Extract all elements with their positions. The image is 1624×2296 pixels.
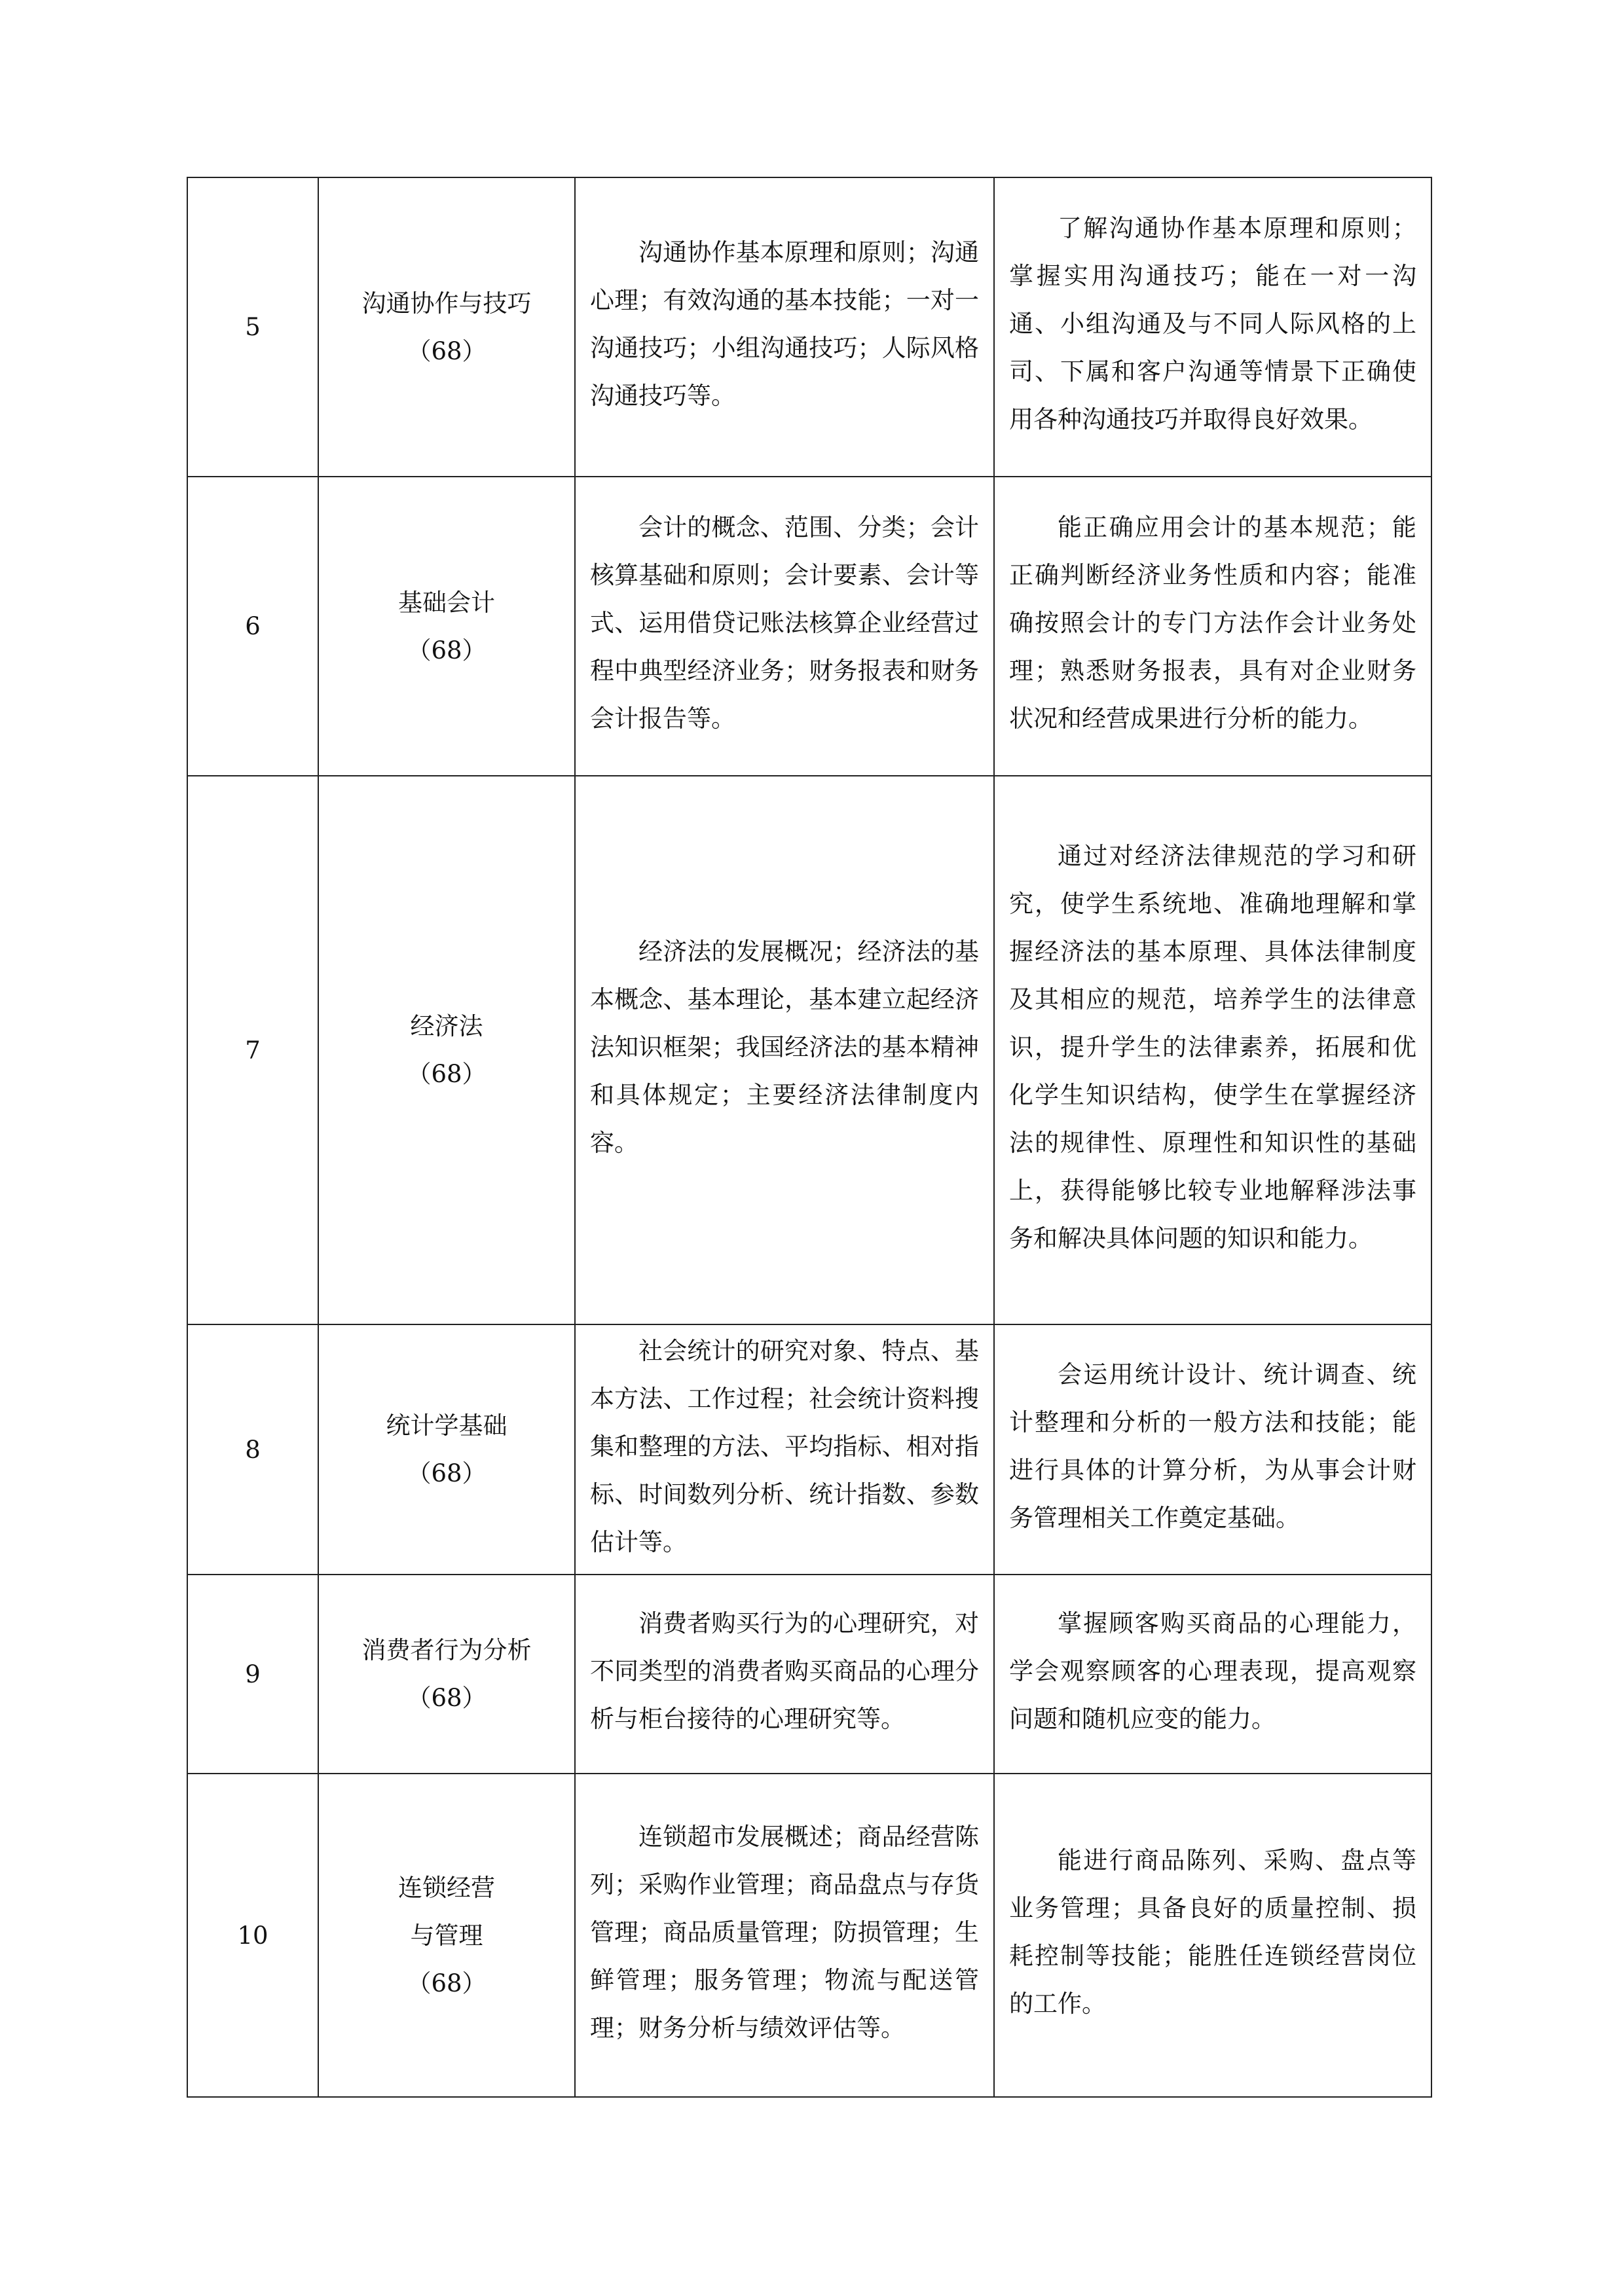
course-name-cell (318, 477, 575, 776)
course-goal: 通过对经济法律规范的学习和研究，使学生系统地、准确地理解和掌握经济法的基本原理、具体法律制度及其相应的规范，培养学生的法律意识，提升学生的法律素养，拓展和优化学生知识结构，使学生在掌握经济法的规律性、原理性和知识性的基础上，获得能够比较专业地解释涉法事务和解决具体问题的知识和能力。 (994, 776, 1431, 1324)
course-content: 社会统计的研究对象、特点、基本方法、工作过程；社会统计资料搜集和整理的方法、平均指标、相对指标、时间数列分析、统计指数、参数估计等。 (575, 1324, 994, 1575)
course-name-cell (318, 1324, 575, 1575)
table-row (187, 776, 1431, 1324)
course-goal: 会运用统计设计、统计调查、统计整理和分析的一般方法和技能；能进行具体的计算分析，为从事会计财务管理相关工作奠定基础。 (994, 1324, 1431, 1575)
course-name-cell (318, 1774, 575, 2097)
course-content: 消费者购买行为的心理研究，对不同类型的消费者购买商品的心理分析与柜台接待的心理研究等。 (575, 1575, 994, 1774)
course-goal: 能进行商品陈列、采购、盘点等业务管理；具备良好的质量控制、损耗控制等技能；能胜任连锁经营岗位的工作。 (994, 1774, 1431, 2097)
course-name-cell (318, 776, 575, 1324)
course-content: 会计的概念、范围、分类；会计核算基础和原则；会计要素、会计等式、运用借贷记账法核算企业经营过程中典型经济业务；财务报表和财务会计报告等。 (575, 477, 994, 776)
course-name: 基础会计 (398, 588, 495, 617)
course-table (187, 177, 1432, 2098)
course-number: 8 (187, 1324, 318, 1575)
course-hours: （68） (407, 636, 487, 665)
course-hours: （68） (407, 1969, 487, 1997)
course-goal: 掌握顾客购买商品的心理能力，学会观察顾客的心理表现，提高观察问题和随机应变的能力。 (994, 1575, 1431, 1774)
course-name-line-2: 与管理 (410, 1921, 483, 1950)
course-name: 沟通协作与技巧 (361, 289, 532, 318)
course-number: 7 (187, 776, 318, 1324)
course-hours: （68） (407, 1459, 487, 1487)
course-number: 10 (187, 1774, 318, 2097)
course-goal: 能正确应用会计的基本规范；能正确判断经济业务性质和内容；能准确按照会计的专门方法作会计业务处理；熟悉财务报表，具有对企业财务状况和经营成果进行分析的能力。 (994, 477, 1431, 776)
table-row (187, 1324, 1431, 1575)
table-row (187, 1774, 1431, 2097)
course-hours: （68） (407, 1060, 487, 1088)
course-name: 消费者行为分析 (361, 1636, 532, 1664)
course-name-cell (318, 1575, 575, 1774)
course-goal: 了解沟通协作基本原理和原则；掌握实用沟通技巧；能在一对一沟通、小组沟通及与不同人际风格的上司、下属和客户沟通等情景下正确使用各种沟通技巧并取得良好效果。 (994, 177, 1431, 477)
course-number: 6 (187, 477, 318, 776)
course-name: 经济法 (410, 1012, 483, 1040)
course-name-cell (318, 177, 575, 477)
course-hours: （68） (407, 1684, 487, 1712)
course-content: 沟通协作基本原理和原则；沟通心理；有效沟通的基本技能；一对一沟通技巧；小组沟通技巧；人际风格沟通技巧等。 (575, 177, 994, 477)
course-name: 连锁经营 (398, 1873, 495, 1902)
table-row (187, 177, 1431, 477)
course-content: 经济法的发展概况；经济法的基本概念、基本理论，基本建立起经济法知识框架；我国经济法的基本精神和具体规定；主要经济法律制度内容。 (575, 776, 994, 1324)
table-row (187, 477, 1431, 776)
course-content: 连锁超市发展概述；商品经营陈列；采购作业管理；商品盘点与存货管理；商品质量管理；防损管理；生鲜管理；服务管理；物流与配送管理；财务分析与绩效评估等。 (575, 1774, 994, 2097)
course-number: 9 (187, 1575, 318, 1774)
course-name: 统计学基础 (386, 1412, 507, 1440)
table-row (187, 1575, 1431, 1774)
course-hours: （68） (407, 337, 487, 365)
course-number: 5 (187, 177, 318, 477)
